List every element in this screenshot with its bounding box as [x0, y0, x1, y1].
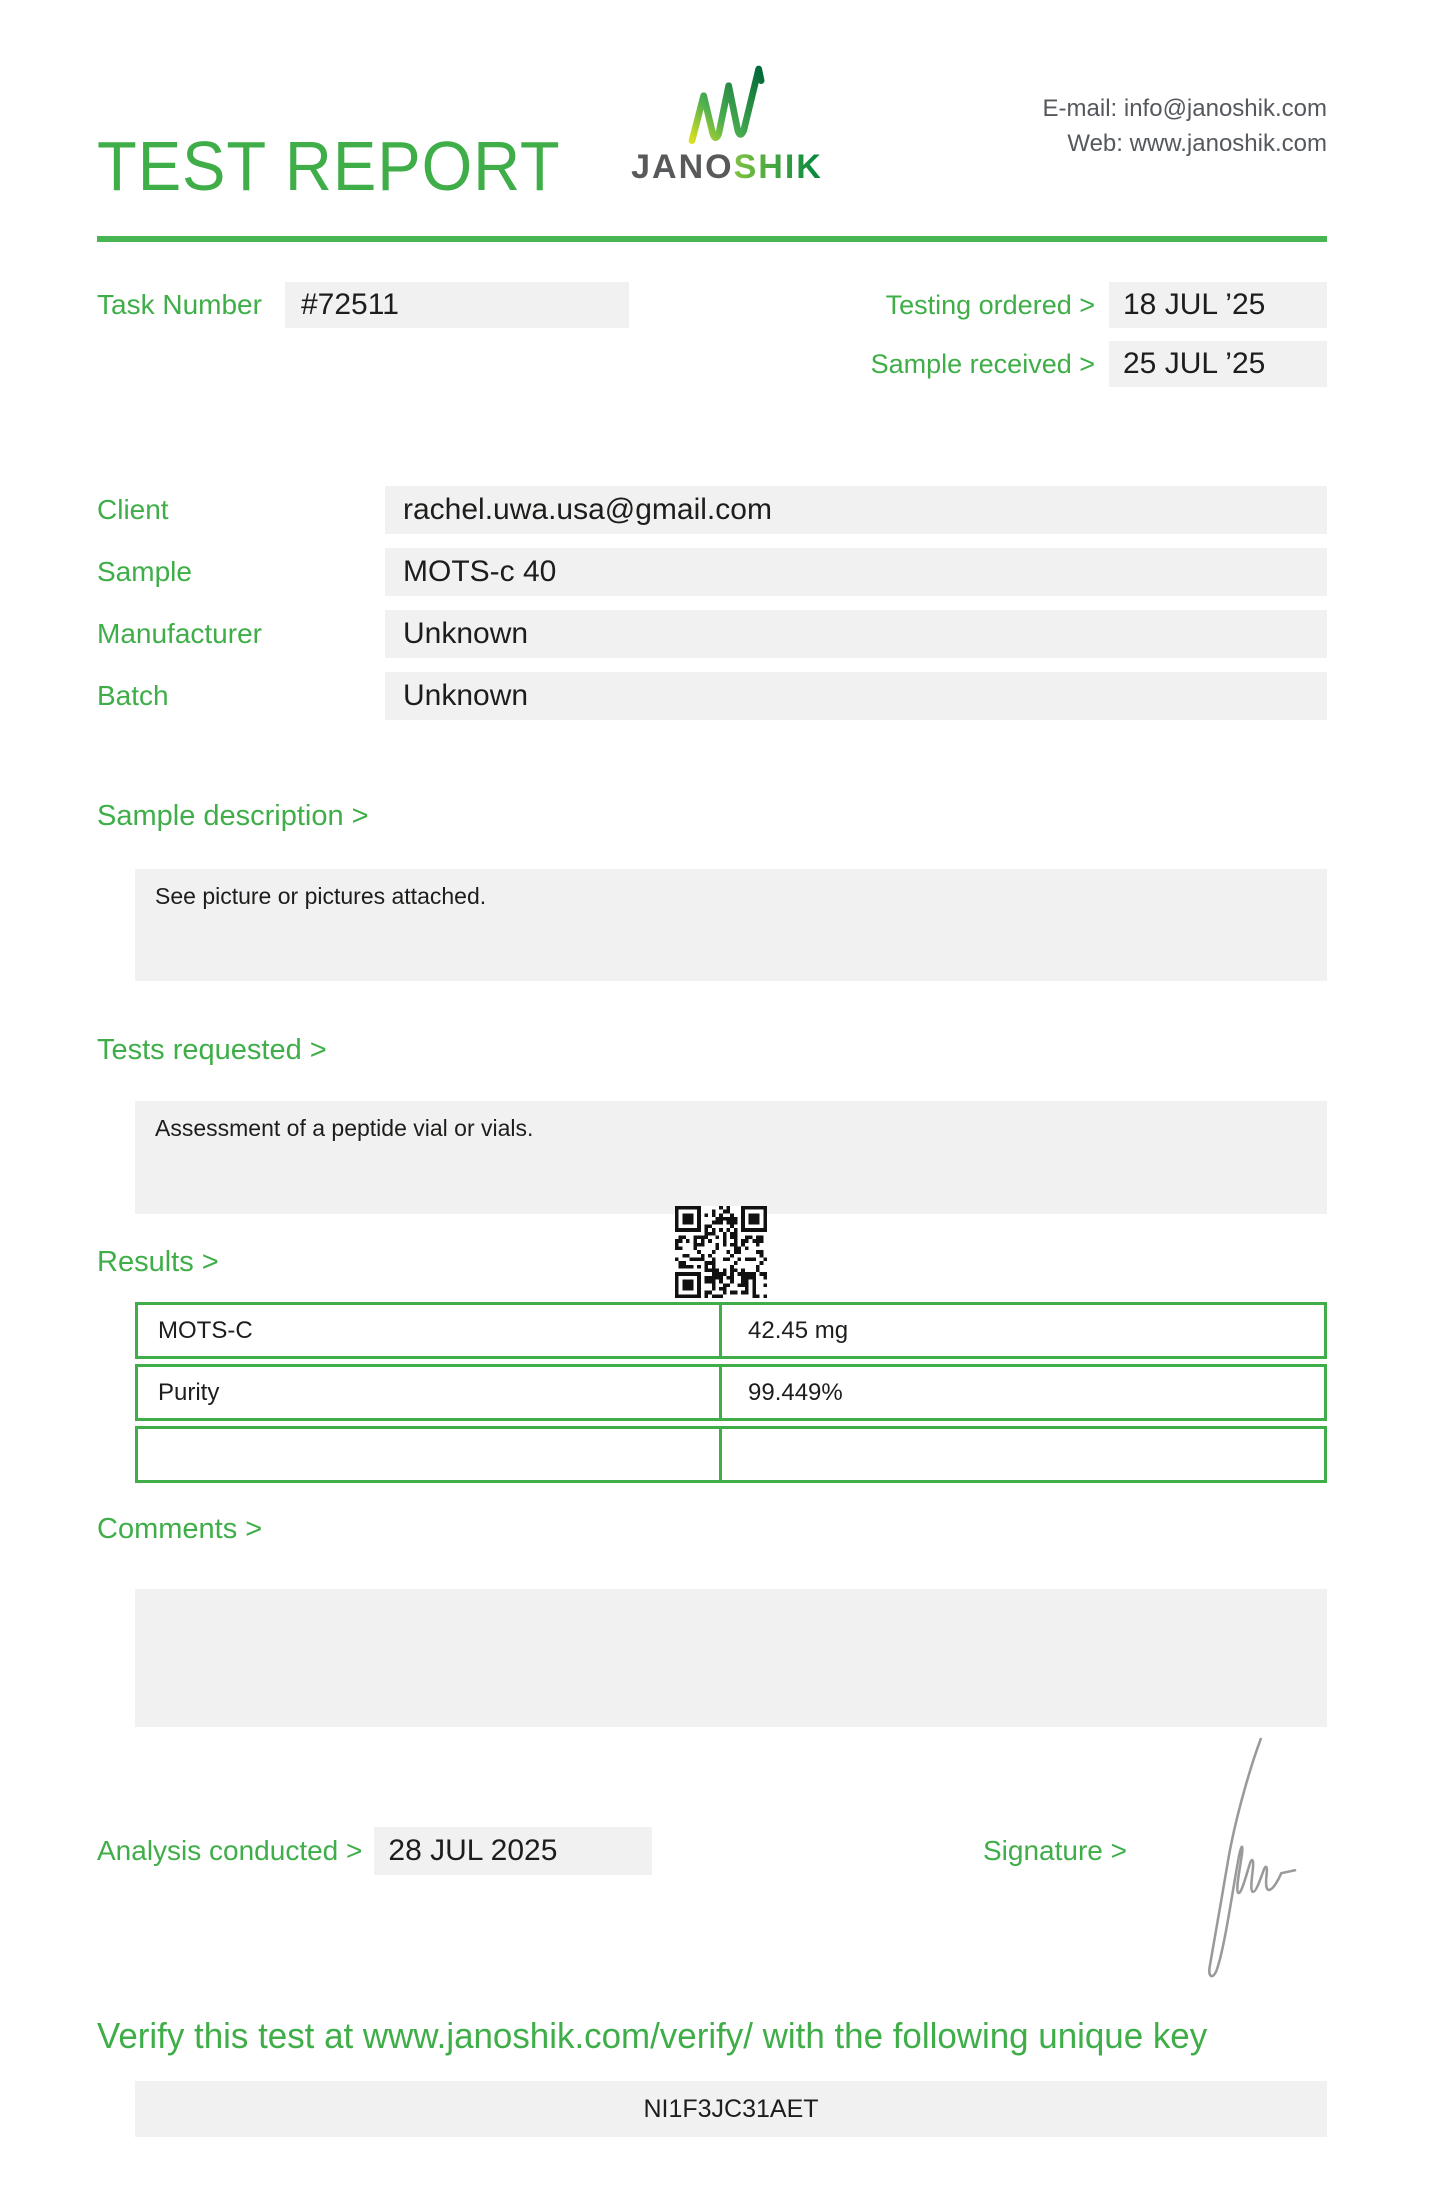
logo-wordmark	[617, 148, 837, 187]
results-heading: Results >	[97, 1246, 219, 1278]
table-row	[135, 1302, 1327, 1359]
tests-requested-heading: Tests requested >	[97, 1034, 327, 1066]
result-value: 99.449%	[748, 1379, 843, 1406]
sample-description-box	[135, 869, 1327, 981]
batch-label: Batch	[97, 680, 169, 711]
page-title: TEST REPORT	[97, 127, 561, 205]
verify-text: Verify this test at www.janoshik.com/verify/ with the following unique key	[97, 2015, 1208, 2056]
client-label: Client	[97, 494, 169, 525]
analysis-signature-row	[97, 1827, 1327, 1875]
report-header	[97, 58, 1327, 236]
sample-received-date: 25 JUL ’25	[1109, 341, 1327, 387]
table-row	[135, 1364, 1327, 1421]
task-number-group	[97, 282, 629, 328]
sample-received-label: Sample received >	[870, 348, 1095, 379]
results-header	[97, 1214, 1327, 1302]
result-name: Purity	[138, 1367, 722, 1418]
qr-code	[675, 1206, 767, 1298]
task-number-value: #72511	[285, 282, 629, 328]
signature-label: Signature >	[983, 1835, 1127, 1866]
result-value	[722, 1429, 1324, 1480]
results-table	[135, 1302, 1327, 1483]
info-row-manufacturer	[97, 610, 1327, 658]
task-section	[97, 282, 1327, 400]
sample-description-heading: Sample description >	[97, 800, 369, 832]
analysis-date: 28 JUL 2025	[374, 1827, 652, 1875]
result-name	[138, 1429, 722, 1480]
testing-ordered-row	[827, 282, 1327, 328]
contact-web: Web: www.janoshik.com	[1067, 129, 1327, 157]
tests-requested-box	[135, 1101, 1327, 1214]
comments-box	[135, 1589, 1327, 1727]
signature-image	[1183, 1735, 1313, 1980]
table-row	[135, 1426, 1327, 1483]
testing-ordered-label: Testing ordered >	[885, 289, 1095, 320]
dates-group	[827, 282, 1327, 400]
header-divider	[97, 236, 1327, 242]
info-row-client	[97, 486, 1327, 534]
client-value: rachel.uwa.usa@gmail.com	[385, 486, 1327, 534]
sample-label: Sample	[97, 556, 192, 587]
contact-block	[1043, 92, 1327, 162]
info-row-sample	[97, 548, 1327, 596]
logo-word-green: SHIK	[733, 148, 823, 186]
comments-heading: Comments >	[97, 1513, 263, 1545]
tests-requested-text: Assessment of a peptide vial or vials.	[155, 1115, 534, 1141]
sample-received-row	[827, 341, 1327, 387]
janoshik-logo	[617, 64, 837, 187]
info-row-batch	[97, 672, 1327, 720]
test-report-page	[0, 58, 1445, 2137]
logo-word-gray: JANO	[631, 148, 734, 186]
contact-email: E-mail: info@janoshik.com	[1042, 95, 1327, 122]
manufacturer-label: Manufacturer	[97, 618, 262, 649]
sample-description-text: See picture or pictures attached.	[155, 883, 487, 909]
analysis-conducted-label: Analysis conducted >	[97, 1835, 363, 1866]
task-number-label: Task Number	[97, 289, 262, 320]
result-value: 42.45 mg	[748, 1317, 849, 1344]
result-name: MOTS-C	[138, 1305, 722, 1356]
logo-chart-icon	[685, 64, 769, 144]
manufacturer-value: Unknown	[385, 610, 1327, 658]
sample-info-section	[97, 486, 1327, 720]
sample-value: MOTS-c 40	[385, 548, 1327, 596]
batch-value: Unknown	[385, 672, 1327, 720]
testing-ordered-date: 18 JUL ’25	[1109, 282, 1327, 328]
verify-key: NI1F3JC31AET	[135, 2081, 1327, 2137]
